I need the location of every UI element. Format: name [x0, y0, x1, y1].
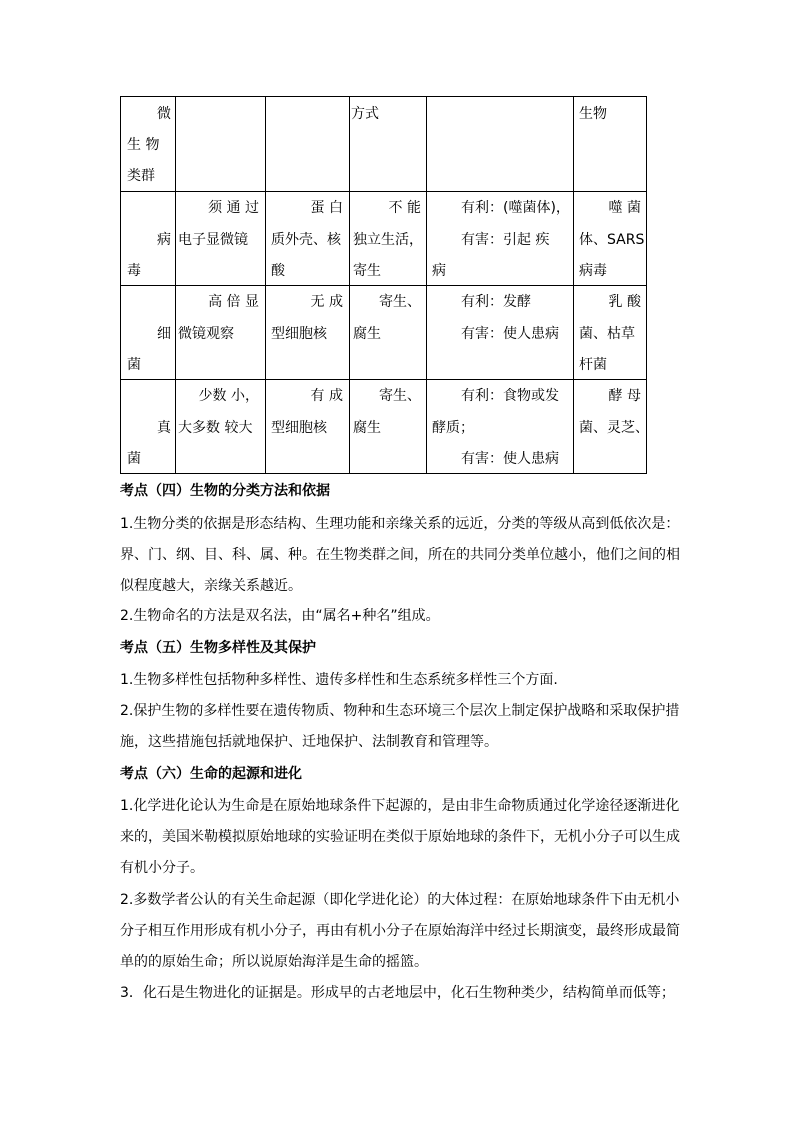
table-cell: 噬 菌	[608, 200, 641, 216]
row-name: 细	[157, 326, 171, 342]
table-cell: 独立生活，	[353, 232, 423, 248]
paragraph-line: 2.保护生物的多样性要在遗传物质、物种和生态环境三个层次上制定保护战略和采取保护措	[120, 703, 680, 719]
paragraph-line: 单的的原始生命；所以说原始海洋是生命的摇篮。	[120, 954, 428, 970]
table-cell: 乳 酸	[608, 294, 641, 310]
table-cell: 病毒	[579, 263, 607, 279]
table-cell: 有害：引起 疾	[461, 232, 550, 248]
table-divider	[121, 285, 646, 286]
row-name: 真	[157, 420, 171, 436]
section-heading: 考点（五）生物多样性及其保护	[120, 640, 316, 656]
table-cell: 酵质；	[432, 420, 474, 436]
paragraph-line: 有机小分子。	[120, 860, 204, 876]
table-cell: 寄生	[353, 263, 381, 279]
table-cell: 有利：食物或发	[461, 388, 559, 404]
row-name: 菌	[127, 451, 141, 467]
table-cell: 菌、灵芝、	[579, 420, 649, 436]
header-cell: 方式	[351, 106, 379, 122]
header-cell: 类群	[127, 168, 155, 184]
table-cell: 酸	[271, 263, 285, 279]
header-cell: 生 物	[127, 137, 160, 153]
table-cell: 腐生	[353, 420, 381, 436]
table-divider	[121, 191, 646, 192]
table-cell: 有 成	[310, 388, 343, 404]
paragraph-line: 施，这些措施包括就地保护、迁地保护、法制教育和管理等。	[120, 734, 498, 750]
table-cell: 须 通 过	[208, 200, 259, 216]
paragraph-line: 3．化石是生物进化的证据是。形成早的古老地层中，化石生物种类少，结构简单而低等；	[120, 985, 675, 1001]
paragraph-line: 2.生物命名的方法是双名法，由“属名+种名”组成。	[120, 608, 440, 624]
table-cell: 有利：(噬菌体)，	[461, 200, 570, 216]
table-cell: 有利：发酵	[461, 294, 531, 310]
table-divider	[121, 379, 646, 380]
table-cell: 微镜观察	[178, 326, 234, 342]
paragraph-line: 2.多数学者公认的有关生命起源（即化学进化论）的大体过程：在原始地球条件下由无机小	[120, 892, 680, 908]
table-cell: 无 成	[310, 294, 343, 310]
table-cell: 酵 母	[608, 388, 641, 404]
row-name: 毒	[127, 263, 141, 279]
row-name: 菌	[127, 357, 141, 373]
table-cell: 寄生、	[379, 388, 421, 404]
table-cell: 高 倍 显	[208, 294, 259, 310]
table-cell: 腐生	[353, 326, 381, 342]
table-cell: 体、SARS	[579, 232, 645, 248]
table-cell: 有害：使人患病	[461, 326, 559, 342]
table-cell: 电子显微镜	[178, 232, 248, 248]
row-name: 病	[157, 232, 171, 248]
table-cell: 蛋 白	[310, 200, 343, 216]
table-cell: 菌、枯草	[579, 326, 635, 342]
microbe-table	[120, 96, 647, 474]
table-cell: 有害：使人患病	[461, 451, 559, 467]
section-heading: 考点（四）生物的分类方法和依据	[120, 483, 330, 499]
table-cell: 病	[432, 263, 446, 279]
paragraph-line: 似程度越大，亲缘关系越近。	[120, 578, 302, 594]
table-cell: 寄生、	[379, 294, 421, 310]
paragraph-line: 1.化学进化论认为生命是在原始地球条件下起源的，是由非生命物质通过化学途径逐渐进化	[120, 798, 680, 814]
paragraph-line: 1.生物分类的依据是形态结构、生理功能和亲缘关系的远近，分类的等级从高到低依次是：	[120, 516, 680, 532]
paragraph-line: 分子相互作用形成有机小分子，再由有机小分子在原始海洋中经过长期演变，最终形成最简	[120, 923, 680, 939]
table-cell: 杆菌	[579, 357, 607, 373]
header-cell: 生物	[579, 106, 607, 122]
table-cell: 质外壳、核	[271, 232, 341, 248]
paragraph-line: 1.生物多样性包括物种多样性、遗传多样性和生态系统多样性三个方面.	[120, 672, 558, 688]
table-cell: 不 能	[388, 200, 421, 216]
section-heading: 考点（六）生命的起源和进化	[120, 766, 302, 782]
table-cell: 少数 小，	[198, 388, 259, 404]
table-cell: 大多数 较大	[178, 420, 253, 436]
paragraph-line: 界、门、纲、目、科、属、种。在生物类群之间，所在的共同分类单位越小，他们之间的相	[120, 547, 680, 563]
table-cell: 型细胞核	[271, 326, 327, 342]
paragraph-line: 来的，美国米勒模拟原始地球的实验证明在类似于原始地球的条件下，无机小分子可以生成	[120, 829, 680, 845]
header-cell: 微	[157, 106, 171, 122]
table-cell: 型细胞核	[271, 420, 327, 436]
